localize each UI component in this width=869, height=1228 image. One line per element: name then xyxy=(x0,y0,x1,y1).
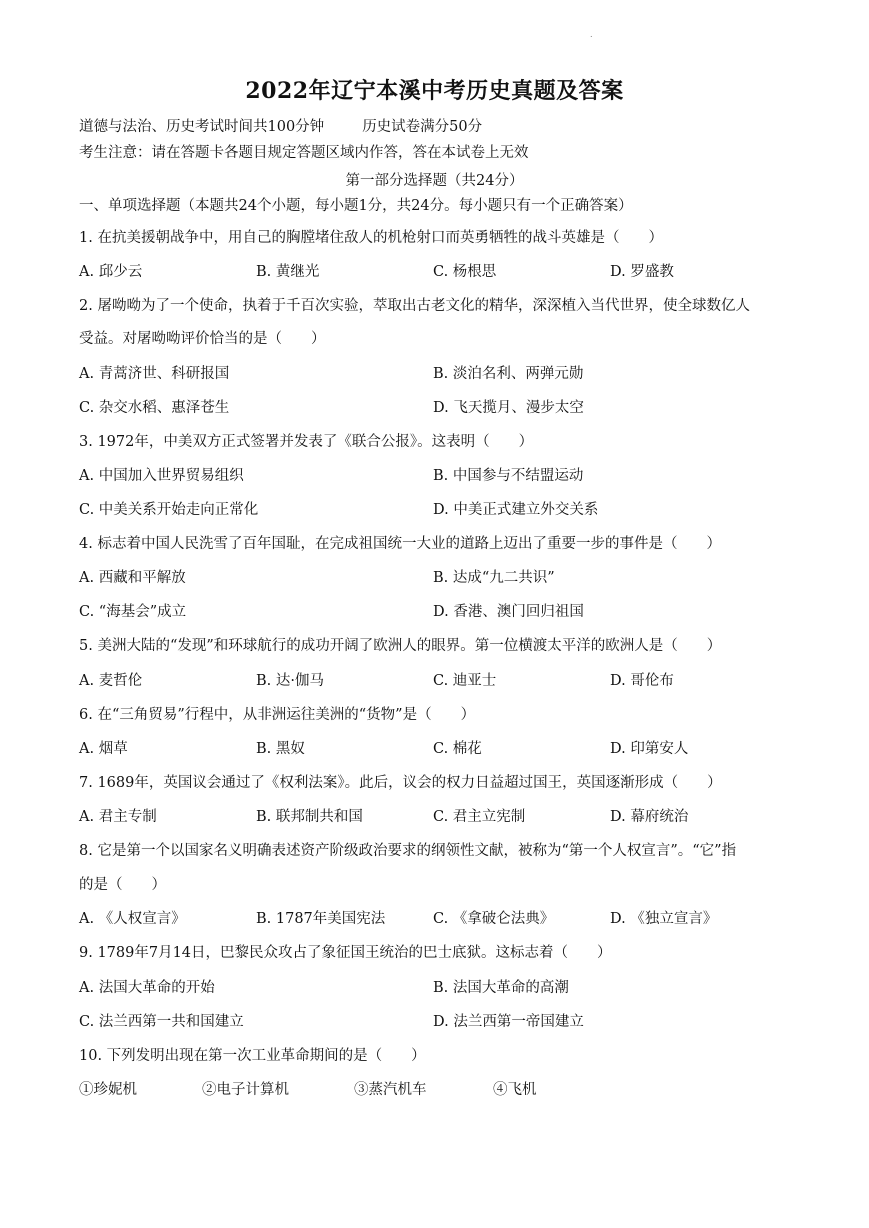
option-d: D. 罗盛教 xyxy=(610,264,674,280)
option-c: C. 棉花 xyxy=(433,741,482,757)
option-a: A. 法国大革命的开始 xyxy=(79,980,215,996)
option-b: B. 淡泊名利、两弹元勋 xyxy=(433,366,584,382)
option-b: B. 黑奴 xyxy=(256,741,305,757)
option-a: A. 青蒿济世、科研报国 xyxy=(79,366,230,382)
option-c: C. 《拿破仑法典》 xyxy=(433,911,555,927)
option-b: B. 达·伽马 xyxy=(256,673,324,689)
option-a: A. 烟草 xyxy=(79,741,128,757)
question-stem-cont: 的是（ ） xyxy=(79,877,166,893)
option-d: D. 中美正式建立外交关系 xyxy=(433,502,599,518)
option-d: D. 幕府统治 xyxy=(610,809,689,825)
question-stem-cont: 受益。对屠呦呦评价恰当的是（ ） xyxy=(79,331,326,347)
question-stem: 4. 标志着中国人民洗雪了百年国耻，在完成祖国统一大业的道路上迈出了重要一步的事件是（ ） xyxy=(79,536,721,552)
question-stem: 1. 在抗美援朝战争中，用自己的胸膛堵住敌人的机枪射口而英勇牺牲的战斗英雄是（ ） xyxy=(79,230,663,246)
exam-info-line xyxy=(79,117,482,137)
question-stem: 6. 在“三角贸易”行程中，从非洲运往美洲的“货物”是（ ） xyxy=(79,707,476,723)
option-c: C. 中美关系开始走向正常化 xyxy=(79,502,259,518)
option-b: B. 1787年美国宪法 xyxy=(256,911,386,927)
page-title: 2022年辽宁本溪中考历史真题及答案 xyxy=(245,78,624,104)
option-d: D. 法兰西第一帝国建立 xyxy=(433,1014,584,1030)
question-stem: 2. 屠呦呦为了一个使命，执着于千百次实验，萃取出古老文化的精华，深深植入当代世界，使全球数亿人 xyxy=(79,298,750,314)
option-d: D. 《独立宣言》 xyxy=(610,911,718,927)
option-b: B. 达成“九二共识” xyxy=(433,570,555,586)
option-a: A. 西藏和平解放 xyxy=(79,570,186,586)
option-b: B. 中国参与不结盟运动 xyxy=(433,468,584,484)
option-b: B. 黄继光 xyxy=(256,264,320,280)
part-heading: 第一部分选择题（共24分） xyxy=(345,173,524,189)
exam-notice: 考生注意：请在答题卡各题目规定答题区域内作答，答在本试卷上无效 xyxy=(79,145,529,161)
list-item: ③蒸汽机车 xyxy=(354,1082,427,1098)
question-stem: 10. 下列发明出现在第一次工业革命期间的是（ ） xyxy=(79,1048,426,1064)
option-a: A. 中国加入世界贸易组织 xyxy=(79,468,244,484)
list-item: ②电子计算机 xyxy=(202,1082,289,1098)
section-heading: 一、单项选择题（本题共24个小题，每小题1分，共24分。每小题只有一个正确答案） xyxy=(79,198,633,214)
option-d: D. 哥伦布 xyxy=(610,673,674,689)
header-mark: . xyxy=(590,30,593,39)
option-d: D. 飞天揽月、漫步太空 xyxy=(433,400,584,416)
question-stem: 8. 它是第一个以国家名义明确表述资产阶级政治要求的纲领性文献，被称为“第一个人权宣言”。“它”指 xyxy=(79,843,737,859)
question-stem: 5. 美洲大陆的“发现”和环球航行的成功开阔了欧洲人的眼界。第一位横渡太平洋的欧洲人是（ ） xyxy=(79,638,722,654)
option-a: A. 邱少云 xyxy=(79,264,143,280)
question-stem: 7. 1689年，英国议会通过了《权利法案》。此后，议会的权力日益超过国王，英国逐渐形成（ ） xyxy=(79,775,722,791)
option-c: C. 法兰西第一共和国建立 xyxy=(79,1014,244,1030)
list-item: ①珍妮机 xyxy=(79,1082,137,1098)
option-d: D. 印第安人 xyxy=(610,741,689,757)
exam-score-text: 历史试卷满分50分 xyxy=(362,119,483,135)
question-stem: 9. 1789年7月14日，巴黎民众攻占了象征国王统治的巴士底狱。这标志着（ ） xyxy=(79,945,612,961)
option-c: C. “海基会”成立 xyxy=(79,604,187,620)
option-a: A. 君主专制 xyxy=(79,809,157,825)
option-c: C. 杨根思 xyxy=(433,264,497,280)
option-a: A. 麦哲伦 xyxy=(79,673,143,689)
option-b: B. 法国大革命的高潮 xyxy=(433,980,569,996)
option-c: C. 君主立宪制 xyxy=(433,809,526,825)
option-b: B. 联邦制共和国 xyxy=(256,809,363,825)
option-c: C. 杂交水稻、惠泽苍生 xyxy=(79,400,230,416)
exam-time-text: 道德与法治、历史考试时间共100分钟 xyxy=(79,119,325,135)
list-item: ④飞机 xyxy=(493,1082,537,1098)
option-d: D. 香港、澳门回归祖国 xyxy=(433,604,584,620)
question-stem: 3. 1972年，中美双方正式签署并发表了《联合公报》。这表明（ ） xyxy=(79,434,534,450)
option-a: A. 《人权宣言》 xyxy=(79,911,186,927)
option-c: C. 迪亚士 xyxy=(433,673,497,689)
